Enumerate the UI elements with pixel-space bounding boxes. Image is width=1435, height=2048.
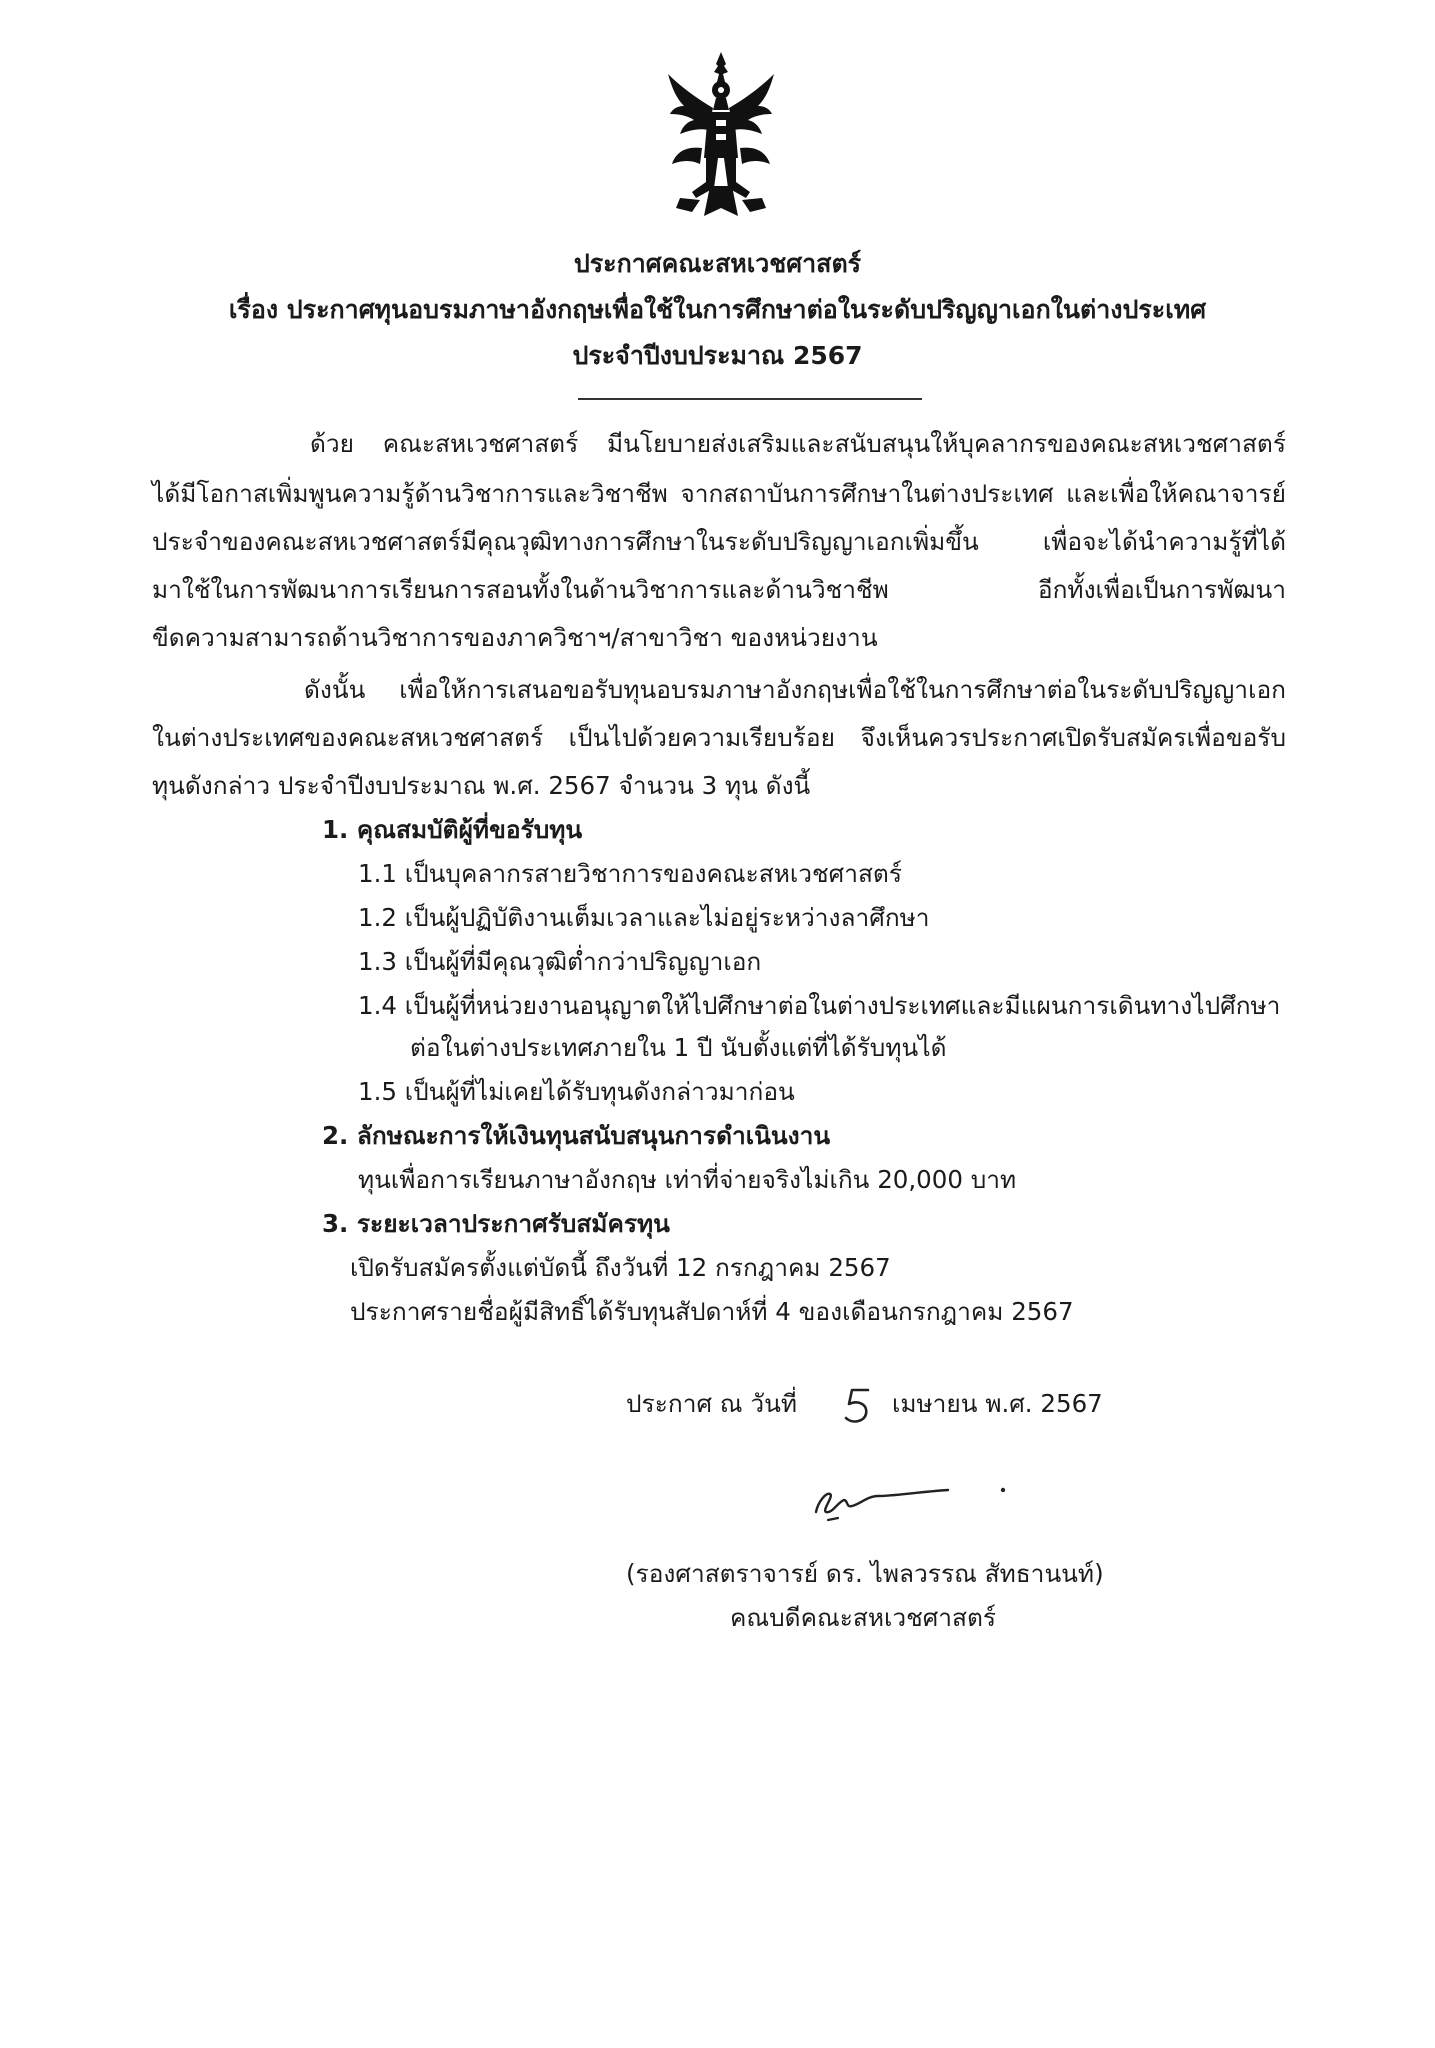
announce-month-year: เมษายน พ.ศ. 2567 (892, 1389, 1103, 1418)
para1-line-5: ขีดความสามารถด้านวิชาการของภาควิชาฯ/สาขาวิชา ของหน่วยงาน (152, 623, 878, 652)
para1-line-3: ประจำของคณะสหเวชศาสตร์มีคุณวุฒิทางการศึกษาในระดับปริญญาเอกเพิ่มขึ้น เพื่อจะได้นำความรู้ที่ได้ (152, 527, 1286, 556)
fiscal-year: ประจำปีงบประมาณ 2567 (572, 341, 863, 370)
section1-title: 1. คุณสมบัติผู้ที่ขอรับทุน (322, 815, 583, 844)
announcement-title: ประกาศคณะสหเวชศาสตร์ (573, 249, 862, 278)
para1-line-1: ด้วย คณะสหเวชศาสตร์ มีนโยบายส่งเสริมและสนับสนุนให้บุคลากรของคณะสหเวชศาสตร์ (310, 429, 1286, 458)
signer-name: (รองศาสตราจารย์ ดร. ไพลวรรณ สัทธานนท์) (626, 1559, 1104, 1588)
signer-title: คณบดีคณะสหเวชศาสตร์ (730, 1603, 997, 1632)
section1-item-4: 1.4 เป็นผู้ที่หน่วยงานอนุญาตให้ไปศึกษาต่อในต่างประเทศและมีแผนการเดินทางไปศึกษา (358, 991, 1281, 1020)
section1-item-2: 1.2 เป็นผู้ปฏิบัติงานเต็มเวลาและไม่อยู่ระหว่างลาศึกษา (358, 903, 930, 932)
section1-item-5: 1.5 เป็นผู้ที่ไม่เคยได้รับทุนดังกล่าวมาก่อน (358, 1077, 795, 1106)
section1-item-4-cont: ต่อในต่างประเทศภายใน 1 ปี นับตั้งแต่ที่ได้รับทุนได้ (410, 1033, 947, 1062)
section3-line-2: ประกาศรายชื่อผู้มีสิทธิ์ได้รับทุนสัปดาห์ที่ 4 ของเดือนกรกฎาคม 2567 (350, 1297, 1074, 1326)
para1-line-2: ได้มีโอกาสเพิ่มพูนความรู้ด้านวิชาการและวิชาชีพ จากสถาบันการศึกษาในต่างประเทศ และเพื่อให้คณาจารย์ (152, 479, 1286, 508)
para2-line-3: ทุนดังกล่าว ประจำปีงบประมาณ พ.ศ. 2567 จำนวน 3 ทุน ดังนี้ (152, 771, 811, 800)
garuda-emblem-icon (666, 48, 776, 223)
handwritten-day (838, 1384, 878, 1426)
para2-line-1: ดังนั้น เพื่อให้การเสนอขอรับทุนอบรมภาษาอังกฤษเพื่อใช้ในการศึกษาต่อในระดับปริญญาเอก (304, 675, 1286, 704)
handwritten-day-mark (838, 1384, 878, 1426)
section3-line-1: เปิดรับสมัครตั้งแต่บัดนี้ ถึงวันที่ 12 กรกฎาคม 2567 (350, 1253, 891, 1282)
section1-item-3: 1.3 เป็นผู้ที่มีคุณวุฒิต่ำกว่าปริญญาเอก (358, 947, 762, 976)
signature-mark (808, 1476, 1008, 1526)
title-underline (578, 398, 922, 400)
section1-item-1: 1.1 เป็นบุคลากรสายวิชาการของคณะสหเวชศาสตร์ (358, 859, 902, 888)
para1-line-4: มาใช้ในการพัฒนาการเรียนการสอนทั้งในด้านวิชาการและด้านวิชาชีพ อีกทั้งเพื่อเป็นการพัฒนา (152, 575, 1286, 604)
announcement-subject: เรื่อง ประกาศทุนอบรมภาษาอังกฤษเพื่อใช้ในการศึกษาต่อในระดับปริญญาเอกในต่างประเทศ (228, 295, 1207, 324)
section2-title: 2. ลักษณะการให้เงินทุนสนับสนุนการดำเนินงาน (322, 1121, 831, 1150)
para2-line-2: ในต่างประเทศของคณะสหเวชศาสตร์ เป็นไปด้วยความเรียบร้อย จึงเห็นควรประกาศเปิดรับสมัครเพื่อขอรับ (152, 723, 1286, 752)
section2-text: ทุนเพื่อการเรียนภาษาอังกฤษ เท่าที่จ่ายจริงไม่เกิน 20,000 บาท (358, 1165, 1017, 1194)
section3-title: 3. ระยะเวลาประกาศรับสมัครทุน (322, 1209, 670, 1238)
announce-date-label: ประกาศ ณ วันที่ (626, 1389, 797, 1418)
